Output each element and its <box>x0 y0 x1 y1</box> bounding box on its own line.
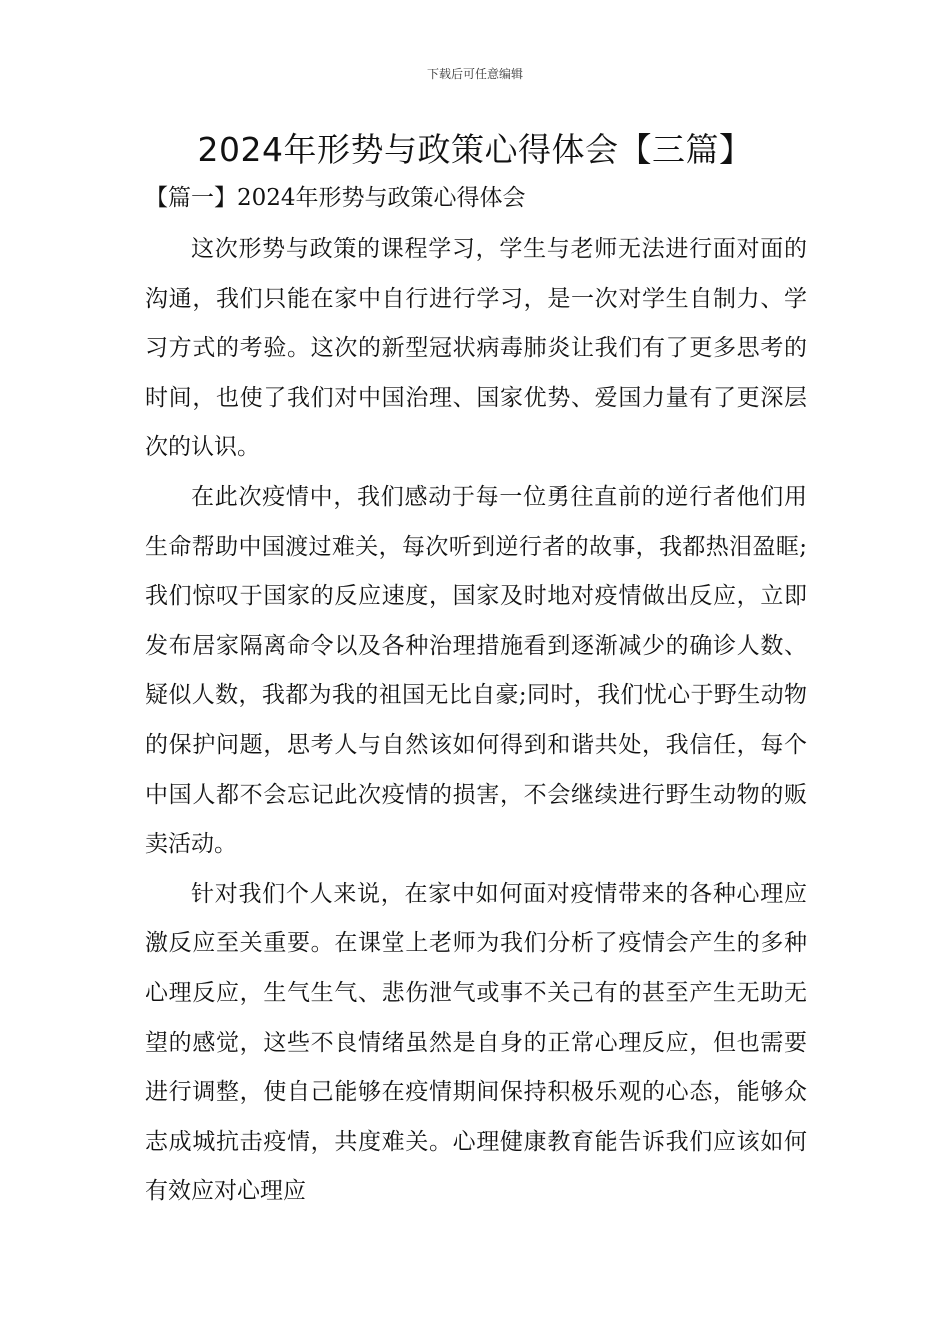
document-title: 2024年形势与政策心得体会【三篇】 <box>197 130 753 169</box>
paragraph-1: 这次形势与政策的课程学习，学生与老师无法进行面对面的沟通，我们只能在家中自行进行学习，是一次对学生自制力、学习方式的考验。这次的新型冠状病毒肺炎让我们有了更多思考的时间，也使了我们对中国治理、国家优势、爱国力量有了更深层次的认识。 <box>145 236 807 461</box>
header-note: 下载后可任意编辑 <box>426 67 523 81</box>
paragraph-3: 针对我们个人来说，在家中如何面对疫情带来的各种心理应激反应至关重要。在课堂上老师为我们分析了疫情会产生的多种心理反应，生气生气、悲伤泄气或事不关己有的甚至产生无助无望的感觉，这些不良情绪虽然是自身的正常心理反应，但也需要进行调整，使自己能够在疫情期间保持积极乐观的心态，能够众志成城抗击疫情，共度难关。心理健康教育能告诉我们应该如何有效应对心理应 <box>145 880 807 1205</box>
body-text <box>145 225 807 1217</box>
section-heading: 【篇一】2024年形势与政策心得体会 <box>145 185 526 211</box>
paragraph-2: 在此次疫情中，我们感动于每一位勇往直前的逆行者他们用生命帮助中国渡过难关，每次听到逆行者的故事，我都热泪盈眶;我们惊叹于国家的反应速度，国家及时地对疫情做出反应，立即发布居家隔离命令以及各种治理措施看到逐渐减少的确诊人数、疑似人数，我都为我的祖国无比自豪;同时，我们忧心于野生动物的保护问题，思考人与自然该如何得到和谐共处，我信任，每个中国人都不会忘记此次疫情的损害，不会继续进行野生动物的贩卖活动。 <box>145 483 807 858</box>
